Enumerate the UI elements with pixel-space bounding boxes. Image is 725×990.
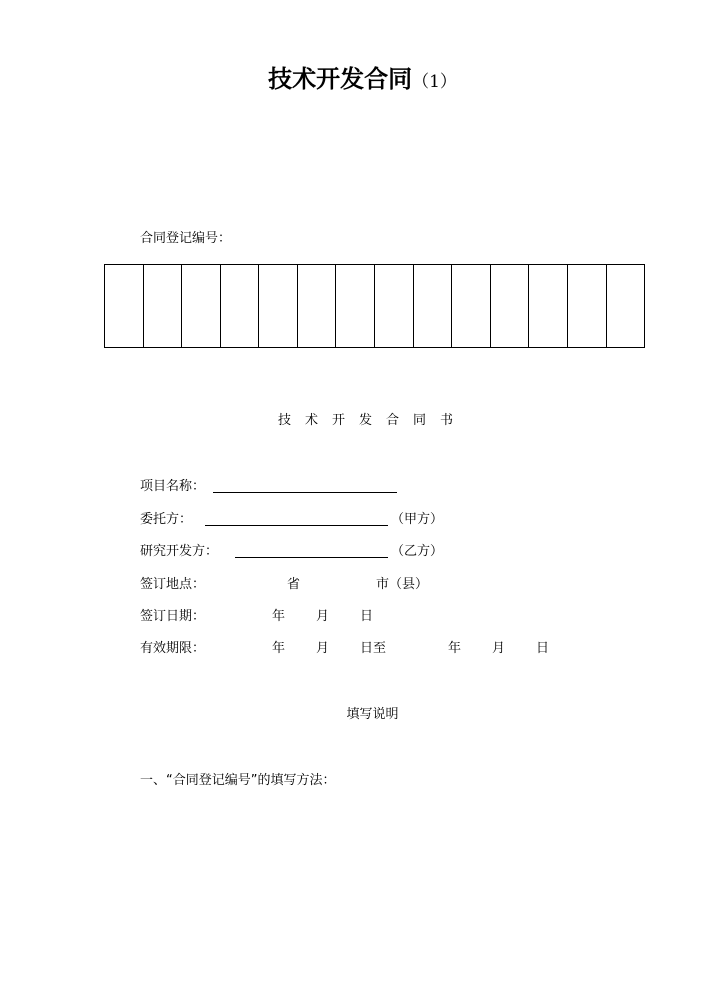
- registration-number-cell[interactable]: [105, 265, 144, 347]
- instructions-title: 填写说明: [346, 707, 399, 722]
- title-text: 技术开发合同: [268, 65, 413, 93]
- validity-start-month: 月: [316, 641, 330, 656]
- registration-number-cell[interactable]: [144, 265, 183, 347]
- registration-number-cell[interactable]: [529, 265, 568, 347]
- validity-end-month: 月: [492, 641, 506, 656]
- contract-subtitle: 技术开发合同书: [278, 413, 468, 428]
- signing-day: 日: [360, 609, 374, 624]
- document-title: [0, 62, 725, 99]
- signing-year: 年: [272, 609, 286, 624]
- registration-number-cell[interactable]: [336, 265, 375, 347]
- registration-number-label: 合同登记编号：: [140, 231, 232, 246]
- registration-number-cell[interactable]: [452, 265, 491, 347]
- registration-number-cell[interactable]: [298, 265, 337, 347]
- signing-date-label: 签订日期：: [140, 609, 206, 624]
- validity-start-year: 年: [272, 641, 286, 656]
- signing-month: 月: [316, 609, 330, 624]
- signing-place-label: 签订地点：: [140, 577, 206, 592]
- title-suffix: （1）: [412, 72, 457, 92]
- project-name-line[interactable]: [213, 492, 397, 493]
- city-label: 市（县）: [376, 577, 429, 592]
- developer-suffix: （乙方）: [391, 544, 444, 559]
- registration-number-cell[interactable]: [568, 265, 607, 347]
- developer-line[interactable]: [235, 557, 388, 558]
- validity-start-day-to: 日至: [360, 641, 387, 656]
- registration-number-cell[interactable]: [182, 265, 221, 347]
- registration-number-cell[interactable]: [259, 265, 298, 347]
- validity-end-day: 日: [536, 641, 550, 656]
- registration-number-cell[interactable]: [491, 265, 530, 347]
- province-label: 省: [287, 577, 301, 592]
- client-line[interactable]: [205, 525, 388, 526]
- developer-label: 研究开发方：: [140, 544, 219, 559]
- validity-end-year: 年: [448, 641, 462, 656]
- client-suffix: （甲方）: [391, 512, 444, 527]
- project-name-label: 项目名称：: [140, 479, 206, 494]
- validity-label: 有效期限：: [140, 641, 206, 656]
- client-label: 委托方：: [140, 512, 193, 527]
- registration-number-cell[interactable]: [414, 265, 453, 347]
- registration-number-cell[interactable]: [607, 265, 645, 347]
- registration-number-grid: [104, 264, 645, 348]
- registration-number-cell[interactable]: [375, 265, 414, 347]
- instruction-item-1: 一、“合同登记编号”的填写方法：: [140, 773, 336, 788]
- registration-number-cell[interactable]: [221, 265, 260, 347]
